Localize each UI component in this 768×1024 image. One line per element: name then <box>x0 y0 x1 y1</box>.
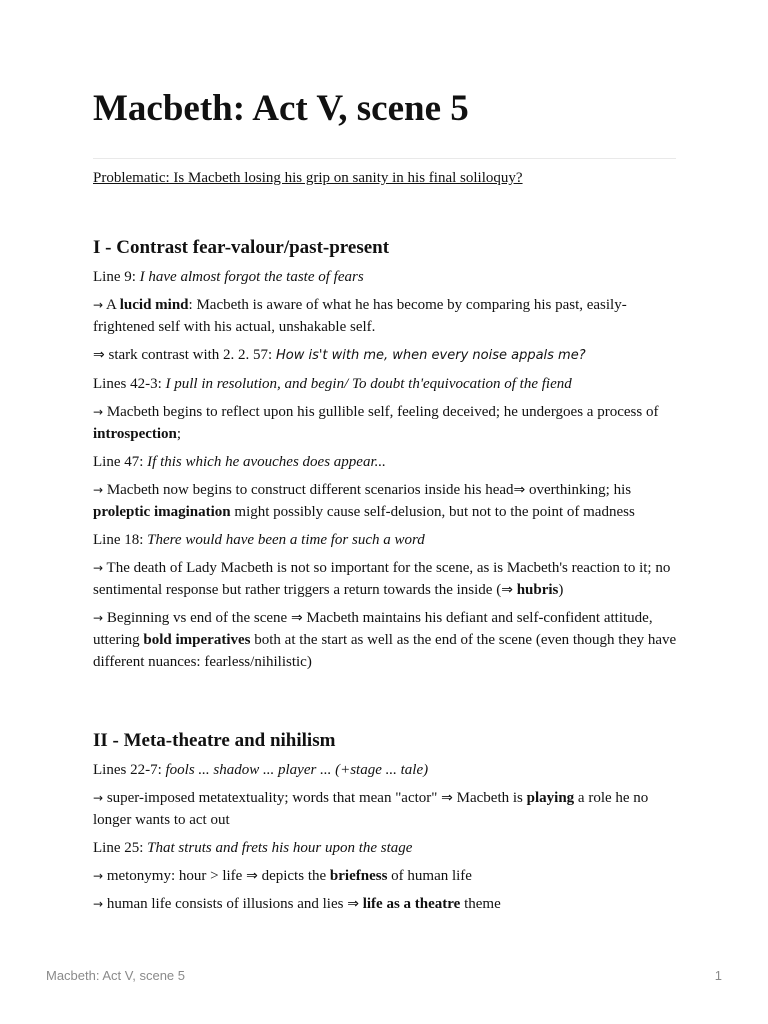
note-text: stark contrast with 2. 2. 57: <box>104 347 276 363</box>
section-heading: II - Meta-theatre and nihilism <box>93 730 336 751</box>
implies-icon: ⇒ <box>347 896 359 912</box>
note-text: depicts the <box>257 868 330 884</box>
key-term: life as a theatre <box>358 896 461 912</box>
title-divider <box>93 158 676 159</box>
quote-text: How is't with me, when every noise appals me? <box>275 348 586 363</box>
note-text: ; <box>176 426 182 442</box>
line-ref-label: Line 9: <box>93 269 140 285</box>
line-ref-label: Lines 42-3: <box>93 376 166 392</box>
note-text: super-imposed metatextuality; words that mean "actor" <box>103 790 442 806</box>
implies-icon: ⇒ <box>501 582 513 598</box>
key-term: proleptic imagination <box>93 504 231 520</box>
line-reference <box>93 266 678 288</box>
quote-text: I have almost forgot the taste of fears <box>139 269 364 285</box>
analysis-note <box>93 787 678 831</box>
line-ref-label: Line 18: <box>93 532 148 548</box>
implies-icon: ⇒ <box>246 868 258 884</box>
note-text: of human life <box>387 868 472 884</box>
arrow-icon: → <box>93 897 104 911</box>
line-ref-label: Line 47: <box>93 454 148 470</box>
analysis-note <box>93 479 678 523</box>
note-text: theme <box>460 896 501 912</box>
key-term: introspection <box>93 426 177 442</box>
analysis-note <box>93 893 678 915</box>
note-text: both at the start as well as the end of the scene (even though they have different nuances: fearless/nihilistic) <box>93 632 677 670</box>
quote-text: If this which he avouches does appear... <box>147 454 386 470</box>
arrow-icon: → <box>93 791 104 805</box>
line-reference <box>93 759 678 781</box>
arrow-icon: → <box>93 869 104 883</box>
section-2 <box>93 729 678 915</box>
note-text: Beginning vs end of the scene <box>103 610 291 626</box>
analysis-note <box>93 865 678 887</box>
note-text: a role he no longer wants to act out <box>93 790 649 828</box>
section-1 <box>93 236 678 673</box>
note-text: : Macbeth is aware of what he has become by comparing his past, easily-frightened self with his actual, unshakable self. <box>93 297 627 335</box>
note-text: might possibly cause self-delusion, but not to the point of madness <box>230 504 635 520</box>
analysis-note <box>93 607 678 673</box>
analysis-note <box>93 401 678 445</box>
section-heading: I - Contrast fear-valour/past-present <box>93 237 390 258</box>
key-term: bold imperatives <box>143 632 251 648</box>
line-ref-label: Lines 22-7: <box>93 762 166 778</box>
line-reference <box>93 529 678 551</box>
note-text: Macbeth maintains his defiant and self-confident attitude, uttering <box>93 610 653 648</box>
note-text: Macbeth begins to reflect upon his gullible self, feeling deceived; he undergoes a process of <box>103 404 659 420</box>
key-term: lucid mind <box>119 297 189 313</box>
note-text: ) <box>558 582 564 598</box>
implies-icon: ⇒ <box>513 482 526 498</box>
line-reference <box>93 451 678 473</box>
quote-text: I pull in resolution, and begin/ To doubt th'equivocation of the fiend <box>165 376 572 392</box>
key-term: playing <box>526 790 575 806</box>
analysis-note <box>93 294 678 338</box>
arrow-icon: → <box>93 561 104 575</box>
implies-icon: ⇒ <box>290 610 303 626</box>
line-reference <box>93 373 678 395</box>
arrow-icon: → <box>93 298 104 312</box>
page-title: Macbeth: Act V, scene 5 <box>93 88 469 129</box>
quote-text: That struts and frets his hour upon the stage <box>147 840 413 856</box>
arrow-icon: → <box>93 405 104 419</box>
note-text: The death of Lady Macbeth is not so important for the scene, as is Macbeth's reaction to it; no sentimental response but rather triggers a return towards the inside ( <box>93 560 671 598</box>
key-term: briefness <box>329 868 388 884</box>
note-text: metonymy: hour > life <box>103 868 247 884</box>
note-text: overthinking; his <box>525 482 632 498</box>
arrow-icon: → <box>93 611 104 625</box>
implies-icon: ⇒ <box>93 347 105 363</box>
problematic-statement: Problematic: Is Macbeth losing his grip on sanity in his final soliloquy? <box>93 170 523 186</box>
note-text: Macbeth is <box>452 790 527 806</box>
footer-document-title: Macbeth: Act V, scene 5 <box>46 968 185 983</box>
key-term: hubris <box>512 582 559 598</box>
note-text: A <box>103 297 120 313</box>
quote-text: There would have been a time for such a word <box>147 532 425 548</box>
note-text: Macbeth now begins to construct different scenarios inside his head <box>103 482 514 498</box>
line-ref-label: Line 25: <box>93 840 148 856</box>
line-reference <box>93 837 678 859</box>
implies-icon: ⇒ <box>441 790 453 806</box>
quote-text: fools ... shadow ... player ... (+stage ... tale) <box>165 762 429 778</box>
analysis-note <box>93 557 678 601</box>
analysis-note <box>93 344 678 367</box>
footer-page-number: 1 <box>714 968 722 983</box>
arrow-icon: → <box>93 483 104 497</box>
note-text: human life consists of illusions and lies <box>103 896 348 912</box>
